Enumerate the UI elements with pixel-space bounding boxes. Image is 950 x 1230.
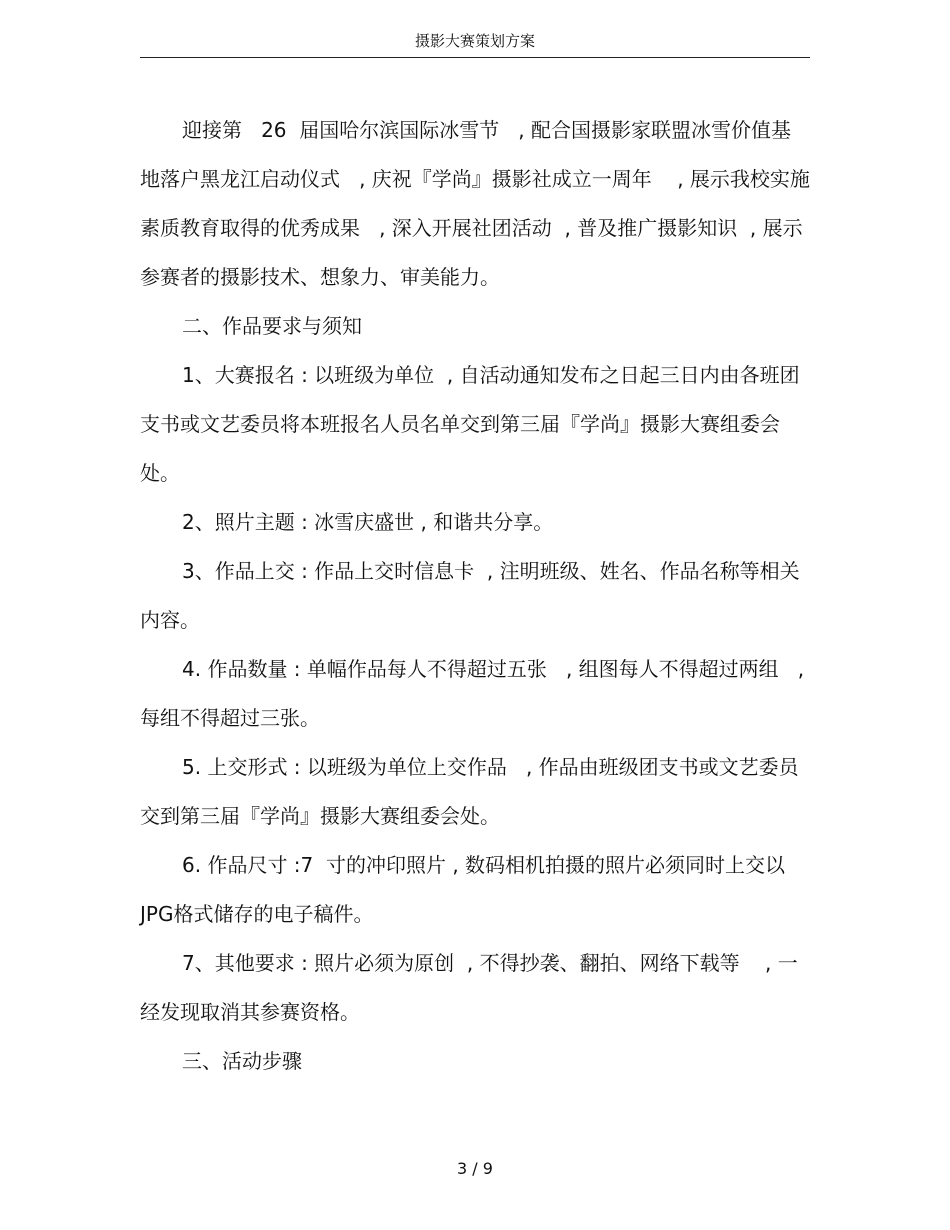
list-item-registration: 1、大赛报名 : 以班级为单位 , 自活动通知发布之日起三日内由各班团支书或文艺委员将本班报名人员名单交到第三届『学尚』摄影大赛组委会处。 xyxy=(140,363,800,485)
header-divider xyxy=(140,57,810,58)
page-number: 3 / 9 xyxy=(457,1159,493,1178)
list-item-submission: 3、作品上交 : 作品上交时信息卡 , 注明班级、姓名、作品名称等相关内容。 xyxy=(140,559,800,632)
page-header-title: 摄影大赛策划方案 xyxy=(414,32,535,50)
paragraph-intro: 迎接第 26 届国哈尔滨国际冰雪节 , 配合国摄影家联盟冰雪价值基地落户黑龙江启动仪式 , 庆祝『学尚』摄影社成立一周年 , 展示我校实施素质教育取得的优秀成果 , 深入开展社团活动 , 普及推广摄影知识 , 展示参赛者的摄影技术、想象力、审美能力。 xyxy=(140,118,810,289)
section-heading-requirements: 二、作品要求与须知 xyxy=(182,314,362,338)
list-item-submission-form: 5. 上交形式 : 以班级为单位上交作品 , 作品由班级团支书或文艺委员交到第三届『学尚』摄影大赛组委会处。 xyxy=(140,755,799,828)
list-item-other-requirements: 7、其他要求 : 照片必须为原创 , 不得抄袭、翻拍、网络下载等 , 一经发现取消其参赛资格。 xyxy=(140,951,798,1024)
section-heading-steps: 三、活动步骤 xyxy=(182,1049,302,1073)
list-item-size: 6. 作品尺寸 :7 寸的冲印照片 , 数码相机拍摄的照片必须同时上交以 JPG格式储存的电子稿件。 xyxy=(140,853,792,926)
list-item-theme: 2、照片主题 : 冰雪庆盛世 , 和谐共分享。 xyxy=(182,510,554,534)
document-body xyxy=(140,106,810,1086)
list-item-quantity: 4. 作品数量 : 单幅作品每人不得超过五张 , 组图每人不得超过两组 , 每组不得超过三张。 xyxy=(140,657,811,730)
